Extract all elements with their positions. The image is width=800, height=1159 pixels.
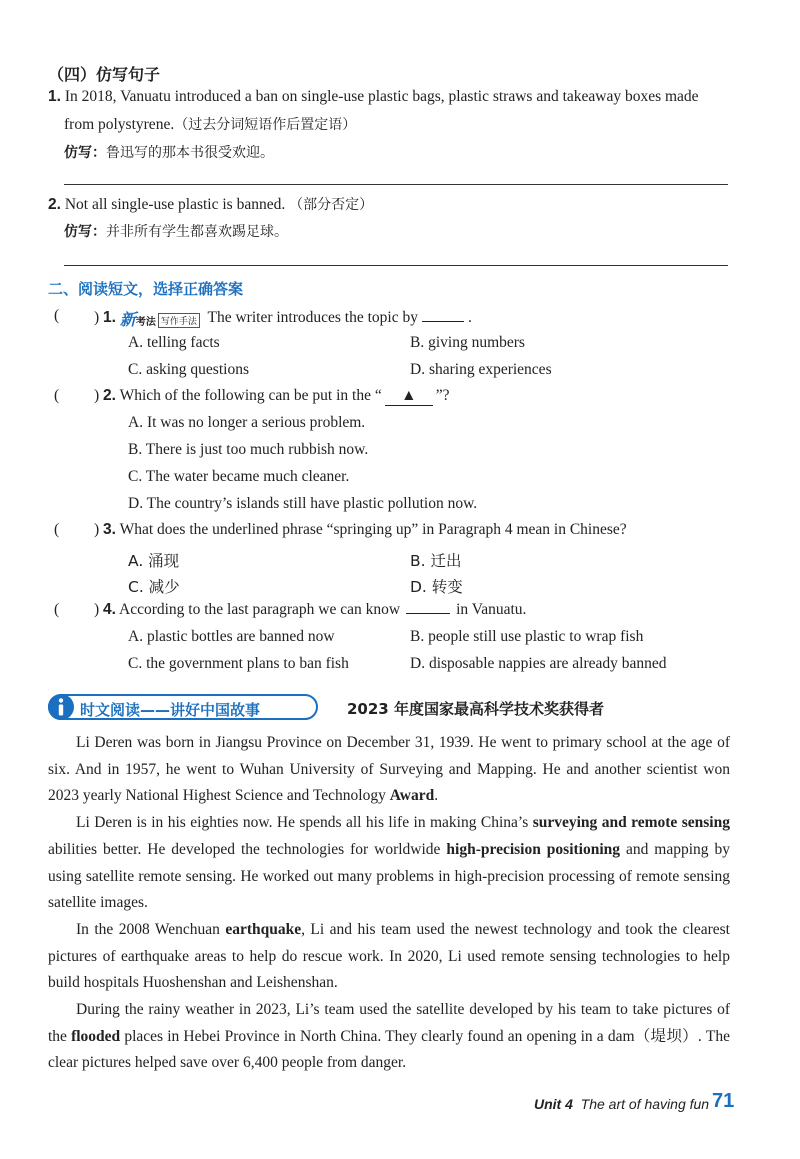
- mc-q4-stem: ) 4. According to the last paragraph we can know in Vanuatu.: [94, 601, 527, 618]
- mc-q2-number: 2.: [103, 387, 116, 404]
- p3-text-a: In the 2008 Wenchuan: [76, 920, 226, 938]
- footer-unit-label: Unit 4: [534, 1096, 573, 1112]
- passage-paragraph-2: [48, 810, 730, 917]
- new-badge-kaofa: 考法: [135, 317, 156, 328]
- mc-q1-option-a: A. telling facts: [128, 334, 220, 351]
- q1-text: In 2018, Vanuatu introduced a ban on single-use plastic bags, plastic straws and takeaway boxes made: [64, 88, 699, 105]
- mc-q1-number: 1.: [103, 309, 116, 327]
- answer-paren-4[interactable]: (: [54, 601, 60, 618]
- q1-note: （过去分词短语作后置定语）: [174, 117, 357, 133]
- q2-line1: [48, 194, 373, 214]
- mc-q4-option-d: D. disposable nappies are already banned: [410, 655, 667, 672]
- q2-imitate-text: 并非所有学生都喜欢踢足球。: [106, 224, 288, 240]
- q1-imitate-text: 鲁迅写的那本书很受欢迎。: [106, 145, 274, 161]
- new-exam-badge: [120, 307, 200, 330]
- mc-q4-option-a: A. plastic bottles are banned now: [128, 628, 335, 645]
- mc-q4-blank: [406, 601, 450, 614]
- mc-q2-option-d: D. The country’s islands still have plastic pollution now.: [128, 495, 478, 512]
- q1-line2: [64, 114, 356, 134]
- p1-bold-award: Award: [389, 787, 435, 805]
- q1-imitate: [64, 142, 274, 162]
- mc-q3-number: 3.: [103, 521, 116, 538]
- q1-text-cont: from polystyrene.: [64, 116, 175, 133]
- q2-note: （部分否定）: [289, 197, 374, 213]
- footer-unit: [534, 1096, 709, 1112]
- q1-answer-line[interactable]: [64, 184, 728, 185]
- passage-paragraph-4: [48, 997, 730, 1077]
- section-title: （四）仿写句子: [48, 65, 161, 84]
- mc-q3-option-c: C. 减少: [128, 578, 180, 596]
- mc-q2-option-b: B. There is just too much rubbish now.: [128, 441, 369, 458]
- q2-imitate: [64, 221, 288, 241]
- mc-q2-blank-mark: ▲: [385, 387, 433, 406]
- passage-paragraph-1: [48, 730, 730, 810]
- mc-q1-option-b: B. giving numbers: [410, 334, 525, 351]
- mc-q3-option-d: D. 转变: [410, 578, 463, 596]
- q1-number: 1.: [48, 88, 61, 105]
- mc-q3-stem-text: What does the underlined phrase “springing up” in Paragraph 4 mean in Chinese?: [119, 521, 627, 538]
- mc-q2-stem-b: ”?: [435, 387, 450, 404]
- answer-paren-2[interactable]: (: [54, 387, 60, 404]
- q2-imitate-label: 仿写：: [64, 224, 106, 240]
- q1-line1: [48, 88, 699, 106]
- reading-banner-title: 时文阅读——讲好中国故事: [80, 701, 261, 719]
- p2-text-c: abilities better. He developed the technologies for worldwide: [48, 840, 447, 858]
- part2-title: 二、阅读短文，选择正确答案: [48, 280, 244, 298]
- reading-subtitle: 2023 年度国家最高科学技术奖获得者: [347, 700, 604, 718]
- mc-q1-stem-b: .: [467, 309, 472, 327]
- p4-text-c: places in Hebei Province in North China. They clearly found an opening in a dam（堤坝）. The clear pictures helped save over 6,400 people from danger.: [48, 1027, 731, 1072]
- q2-number: 2.: [48, 196, 61, 213]
- footer-unit-title: The art of having fun: [580, 1096, 710, 1112]
- mc-q4-option-b: B. people still use plastic to wrap fish: [410, 628, 644, 645]
- mc-q4-number: 4.: [103, 601, 116, 618]
- p3-bold-earthquake: earthquake: [225, 920, 302, 938]
- mc-q4-stem-a: According to the last paragraph we can know: [119, 601, 401, 618]
- p3-text-c: , Li and his team used the newest technology and took the clearest pictures of earthquake areas to help do rescue work. In 2020, Li used remote sensing technologies to help build hospitals Huoshenshan and Leishenshan.: [48, 920, 730, 992]
- new-badge-tag: 写作手法: [158, 313, 200, 328]
- new-badge-xin: 新: [119, 310, 136, 329]
- q1-imitate-label: 仿写：: [64, 145, 106, 161]
- mc-q3-option-b: B. 迁出: [410, 552, 462, 570]
- p1-text: Li Deren was born in Jiangsu Province on December 31, 1939. He went to primary school at the age of six. And in 1957, he went to Wuhan University of Surveying and Mapping. He and another scientist won 2023 yearly National Highest Science and Technology: [48, 734, 730, 805]
- mc-q1-blank: [422, 309, 464, 322]
- passage-paragraph-3: [48, 917, 730, 997]
- p2-bold-surveying: surveying and remote sensing: [532, 814, 730, 832]
- mc-q1-stem: ) 1. 新考法 写作手法 The writer introduces the topic by .: [94, 307, 472, 330]
- info-icon: [48, 692, 76, 722]
- mc-q4-stem-b: in Vanuatu.: [456, 601, 527, 618]
- mc-q3-stem: ) 3. What does the underlined phrase “springing up” in Paragraph 4 mean in Chinese?: [94, 521, 627, 538]
- p2-text-e: and mapping by using satellite remote sensing. He worked out many problems in high-precision processing of remote sensing satellite images.: [48, 840, 731, 912]
- mc-q4-option-c: C. the government plans to ban fish: [128, 655, 349, 672]
- answer-paren-3[interactable]: (: [54, 521, 60, 538]
- mc-q3-option-a: A. 涌现: [128, 552, 180, 570]
- mc-q2-stem-a: Which of the following can be put in the “: [119, 387, 382, 404]
- p4-bold-flooded: flooded: [71, 1027, 121, 1045]
- p1-end: .: [434, 787, 439, 805]
- mc-q2-option-c: C. The water became much cleaner.: [128, 468, 350, 485]
- p4-text-a: During the rainy weather in 2023, Li’s team used the satellite developed by his team to take pictures of the: [48, 1001, 730, 1045]
- p2-text-a: Li Deren is in his eighties now. He spends all his life in making China’s: [76, 814, 533, 832]
- reading-banner: [48, 694, 318, 720]
- reading-passage: [48, 730, 730, 1077]
- q2-text: Not all single-use plastic is banned.: [64, 196, 286, 213]
- mc-q2-stem: ) 2. Which of the following can be put in the “ ▲ ”?: [94, 387, 450, 404]
- page-number: 71: [712, 1090, 735, 1112]
- answer-paren-1[interactable]: (: [54, 307, 60, 324]
- q2-answer-line[interactable]: [64, 265, 728, 266]
- p2-bold-positioning: high-precision positioning: [446, 840, 621, 858]
- mc-q2-option-a: A. It was no longer a serious problem.: [128, 414, 366, 431]
- mc-q1-stem-a: The writer introduces the topic by: [207, 309, 418, 327]
- mc-q1-option-c: C. asking questions: [128, 361, 249, 378]
- mc-q1-option-d: D. sharing experiences: [410, 361, 552, 378]
